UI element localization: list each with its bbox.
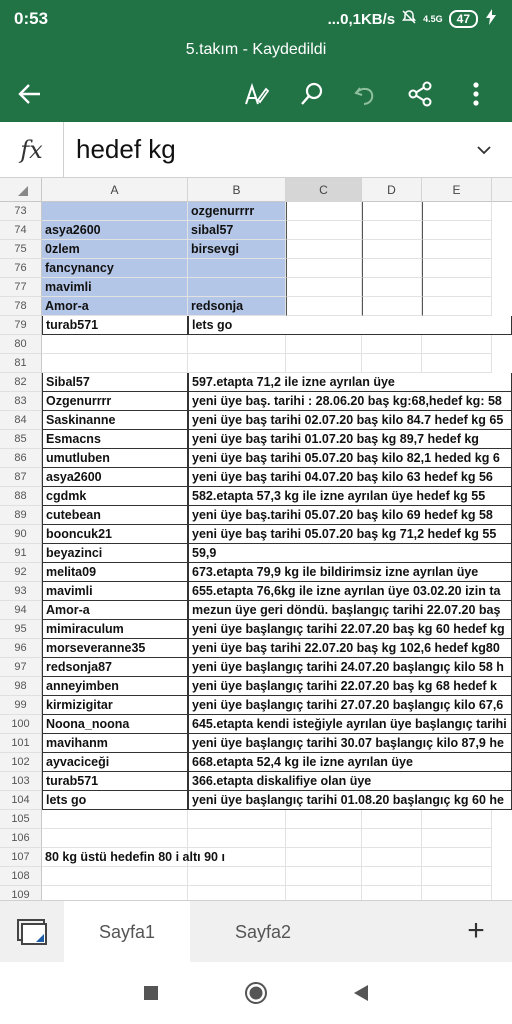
cell-b[interactable]: mezun üye geri döndü. başlangıç tarihi 22.07.20 baş [188, 601, 512, 620]
row-header[interactable]: 85 [0, 430, 42, 449]
cell-b[interactable] [188, 354, 286, 373]
cell-a[interactable]: Ozgenurrrr [42, 392, 188, 411]
cell-e[interactable] [422, 886, 492, 900]
cell-a[interactable]: mavimli [42, 278, 188, 297]
cell-c[interactable] [286, 848, 362, 867]
row-header[interactable]: 91 [0, 544, 42, 563]
cell-a[interactable]: Amor-a [42, 601, 188, 620]
cell-a[interactable]: Saskinanne [42, 411, 188, 430]
back-icon[interactable] [346, 978, 376, 1008]
table-row [0, 259, 512, 278]
table-row [0, 335, 512, 354]
table-row [0, 354, 512, 373]
table-row [0, 696, 512, 715]
cell-a[interactable] [42, 886, 188, 900]
cell-c[interactable] [286, 297, 362, 316]
row-header[interactable]: 78 [0, 297, 42, 316]
table-row [0, 639, 512, 658]
cell-a[interactable] [42, 202, 188, 221]
row-header[interactable]: 108 [0, 867, 42, 886]
search-icon[interactable] [292, 74, 332, 114]
table-row [0, 867, 512, 886]
table-row [0, 791, 512, 810]
cell-c[interactable] [286, 810, 362, 829]
cell-c[interactable] [286, 240, 362, 259]
sheet-tabs-bar [0, 900, 512, 962]
cell-e[interactable] [422, 202, 492, 221]
cell-a[interactable] [42, 867, 188, 886]
cell-b[interactable]: ozgenurrrr [188, 202, 286, 221]
cell-a[interactable]: beyazinci [42, 544, 188, 563]
row-header[interactable]: 88 [0, 487, 42, 506]
table-row [0, 620, 512, 639]
table-row [0, 715, 512, 734]
table-row [0, 392, 512, 411]
cell-c[interactable] [286, 886, 362, 900]
cell-d[interactable] [362, 886, 422, 900]
cell-b[interactable]: yeni üye başlangıç tarihi 30.07 başlangıç kilo 87,9 he [188, 734, 512, 753]
cell-c[interactable] [286, 354, 362, 373]
cell-b[interactable]: redsonja [188, 297, 286, 316]
formula-input[interactable]: hedef kg [76, 134, 176, 164]
cell-b[interactable]: 668.etapta 52,4 kg ile izne ayrılan üye [188, 753, 512, 772]
status-time: 0:53 [14, 9, 49, 28]
cell-d[interactable] [362, 335, 422, 354]
undo-icon[interactable] [346, 74, 386, 114]
cell-e[interactable] [422, 848, 492, 867]
cell-b[interactable]: yeni üye başlangıç tarihi 22.07.20 baş kg 68 hedef k [188, 677, 512, 696]
cell-c[interactable] [286, 829, 362, 848]
row-header[interactable]: 109 [0, 886, 42, 900]
signal-icon: 4.5G [423, 14, 443, 24]
select-all-corner[interactable] [0, 178, 42, 202]
cell-b[interactable]: 673.etapta 79,9 kg ile bildirimsiz izne ayrılan üye [188, 563, 512, 582]
table-row [0, 582, 512, 601]
table-row [0, 449, 512, 468]
cell-a[interactable]: turab571 [42, 772, 188, 791]
cell-b[interactable]: 655.etapta 76,6kg ile izne ayrılan üye 03.02.20 izin ta [188, 582, 512, 601]
table-row [0, 658, 512, 677]
cell-a[interactable]: Amor-a [42, 297, 188, 316]
cell-b[interactable]: yeni üye baş tarihi 02.07.20 baş kilo 84.7 hedef kg 65 [188, 411, 512, 430]
table-row [0, 829, 512, 848]
table-row [0, 278, 512, 297]
recents-icon[interactable] [136, 978, 166, 1008]
cell-a[interactable]: asya2600 [42, 221, 188, 240]
cell-a[interactable] [42, 810, 188, 829]
cell-a[interactable]: turab571 [42, 316, 188, 335]
cell-a[interactable]: kirmizigitar [42, 696, 188, 715]
back-arrow-icon[interactable] [10, 74, 50, 114]
mute-icon [401, 9, 417, 29]
cell-b[interactable] [188, 259, 286, 278]
cell-c[interactable] [286, 278, 362, 297]
cell-b[interactable]: 645.etapta kendi isteğiyle ayrılan üye başlangıç tarihi [188, 715, 512, 734]
sheets-list-icon[interactable] [8, 911, 56, 953]
cell-a[interactable]: 80 kg üstü hedefin 80 i altı 90 ı [42, 848, 188, 867]
column-header-d[interactable]: D [362, 178, 422, 202]
cell-a[interactable] [42, 829, 188, 848]
cell-a[interactable]: 0zlem [42, 240, 188, 259]
row-header[interactable]: 84 [0, 411, 42, 430]
cell-b[interactable]: yeni üye baş.tarihi 05.07.20 baş kilo 69 hedef kg 58 [188, 506, 512, 525]
cell-b[interactable]: 366.etapta diskalifiye olan üye [188, 772, 512, 791]
cell-a[interactable]: mavihanm [42, 734, 188, 753]
cell-d[interactable] [362, 848, 422, 867]
cell-d[interactable] [362, 259, 422, 278]
cell-a[interactable]: mimiraculum [42, 620, 188, 639]
column-header-e[interactable]: E [422, 178, 492, 202]
chevron-down-icon[interactable] [470, 136, 498, 164]
row-header[interactable]: 83 [0, 392, 42, 411]
cell-b[interactable] [188, 278, 286, 297]
cell-a[interactable]: Noona_noona [42, 715, 188, 734]
table-row [0, 563, 512, 582]
table-row [0, 316, 512, 335]
column-header-a[interactable]: A [42, 178, 188, 202]
cell-b[interactable]: yeni üye baş tarihi 05.07.20 baş kilo 82,1 heded kg 6 [188, 449, 512, 468]
toolbar [0, 66, 512, 122]
cell-d[interactable] [362, 221, 422, 240]
table-row [0, 677, 512, 696]
table-row [0, 772, 512, 791]
cell-d[interactable] [362, 829, 422, 848]
cell-e[interactable] [422, 335, 492, 354]
cell-d[interactable] [362, 297, 422, 316]
row-header[interactable]: 93 [0, 582, 42, 601]
table-row [0, 506, 512, 525]
table-row [0, 886, 512, 900]
cell-a[interactable]: lets go [42, 791, 188, 810]
cell-d[interactable] [362, 867, 422, 886]
fx-icon[interactable]: fx [0, 122, 64, 178]
cell-a[interactable] [42, 335, 188, 354]
cell-a[interactable]: asya2600 [42, 468, 188, 487]
table-row [0, 525, 512, 544]
formula-bar [0, 122, 512, 178]
cell-b[interactable]: yeni üye baş tarihi 04.07.20 baş kilo 63 hedef kg 56 [188, 468, 512, 487]
row-header[interactable]: 98 [0, 677, 42, 696]
row-header[interactable]: 77 [0, 278, 42, 297]
cell-d[interactable] [362, 810, 422, 829]
cell-b[interactable] [188, 829, 286, 848]
table-row [0, 544, 512, 563]
row-header[interactable]: 94 [0, 601, 42, 620]
row-header[interactable]: 97 [0, 658, 42, 677]
row-header[interactable]: 73 [0, 202, 42, 221]
row-header[interactable]: 92 [0, 563, 42, 582]
cell-e[interactable] [422, 297, 492, 316]
tab-sayfa1[interactable]: Sayfa1 [64, 901, 190, 963]
home-icon[interactable] [241, 978, 271, 1008]
android-nav-bar [0, 962, 512, 1024]
row-header[interactable]: 99 [0, 696, 42, 715]
table-row [0, 221, 512, 240]
cell-a[interactable] [42, 354, 188, 373]
cell-e[interactable] [422, 810, 492, 829]
cell-a[interactable]: Esmacns [42, 430, 188, 449]
cell-b[interactable]: yeni üye başlangıç tarihi 01.08.20 başlangıç kg 60 he [188, 791, 512, 810]
row-header[interactable]: 75 [0, 240, 42, 259]
cell-b[interactable]: sibal57 [188, 221, 286, 240]
table-row [0, 753, 512, 772]
cell-c[interactable] [286, 867, 362, 886]
row-header[interactable]: 106 [0, 829, 42, 848]
cell-c[interactable] [286, 259, 362, 278]
cell-d[interactable] [362, 278, 422, 297]
cell-e[interactable] [422, 354, 492, 373]
row-header[interactable]: 101 [0, 734, 42, 753]
row-header[interactable]: 74 [0, 221, 42, 240]
row-header[interactable]: 100 [0, 715, 42, 734]
row-header[interactable]: 104 [0, 791, 42, 810]
row-header[interactable]: 107 [0, 848, 42, 867]
table-row [0, 240, 512, 259]
table-row [0, 734, 512, 753]
cell-a[interactable]: morseveranne35 [42, 639, 188, 658]
cell-b[interactable] [188, 867, 286, 886]
cell-a[interactable]: mavimli [42, 582, 188, 601]
cell-b[interactable]: lets go [188, 316, 512, 335]
cell-a[interactable]: redsonja87 [42, 658, 188, 677]
share-icon[interactable] [400, 74, 440, 114]
cell-b[interactable]: 597.etapta 71,2 ile izne ayrılan üye [188, 373, 512, 392]
row-header[interactable]: 90 [0, 525, 42, 544]
cell-a[interactable]: Sibal57 [42, 373, 188, 392]
column-headers [0, 178, 512, 202]
cell-d[interactable] [362, 354, 422, 373]
row-header[interactable]: 86 [0, 449, 42, 468]
cell-c[interactable] [286, 221, 362, 240]
rows [0, 202, 512, 900]
row-header[interactable]: 76 [0, 259, 42, 278]
cell-b[interactable]: yeni üye başlangıç tarihi 24.07.20 başlangıç kilo 58 h [188, 658, 512, 677]
cell-a[interactable]: anneyimben [42, 677, 188, 696]
row-header[interactable]: 82 [0, 373, 42, 392]
cell-e[interactable] [422, 240, 492, 259]
network-speed: ...0,1KB/s [327, 10, 396, 28]
cell-b[interactable] [188, 810, 286, 829]
cell-d[interactable] [362, 202, 422, 221]
row-header[interactable]: 87 [0, 468, 42, 487]
cell-c[interactable] [286, 202, 362, 221]
cell-b[interactable]: yeni üye başlangıç tarihi 27.07.20 başlangıç kilo 67,6 [188, 696, 512, 715]
table-row [0, 468, 512, 487]
cell-b[interactable] [188, 886, 286, 900]
status-bar [0, 0, 512, 38]
row-header[interactable]: 80 [0, 335, 42, 354]
cell-b[interactable]: 582.etapta 57,3 kg ile izne ayrılan üye hedef kg 55 [188, 487, 512, 506]
cell-e[interactable] [422, 259, 492, 278]
cell-b[interactable]: yeni üye baş tarihi 05.07.20 baş kg 71,2 hedef kg 55 [188, 525, 512, 544]
charging-icon [484, 9, 498, 29]
cell-a[interactable]: melita09 [42, 563, 188, 582]
cell-e[interactable] [422, 221, 492, 240]
cell-b[interactable]: birsevgi [188, 240, 286, 259]
cell-c[interactable] [286, 335, 362, 354]
cell-a[interactable]: fancynancy [42, 259, 188, 278]
pen-icon[interactable] [236, 74, 276, 114]
document-title: 5.takım - Kaydedildi [0, 38, 512, 66]
row-header[interactable]: 95 [0, 620, 42, 639]
battery-icon: 47 [449, 10, 478, 28]
table-row [0, 487, 512, 506]
table-row [0, 411, 512, 430]
cell-a[interactable]: umutluben [42, 449, 188, 468]
cell-e[interactable] [422, 867, 492, 886]
cell-e[interactable] [422, 278, 492, 297]
table-row [0, 373, 512, 392]
add-sheet-button[interactable]: + [467, 914, 485, 947]
cell-b[interactable]: yeni üye başlangıç tarihi 22.07.20 baş kg 60 hedef kg [188, 620, 512, 639]
row-header[interactable]: 103 [0, 772, 42, 791]
row-header[interactable]: 105 [0, 810, 42, 829]
row-header[interactable]: 102 [0, 753, 42, 772]
cell-b[interactable]: yeni üye baş tarihi 22.07.20 baş kg 102,6 hedef kg80 [188, 639, 512, 658]
cell-a[interactable]: ayvaciceği [42, 753, 188, 772]
spreadsheet-grid[interactable] [0, 178, 512, 900]
table-row [0, 601, 512, 620]
row-header[interactable]: 89 [0, 506, 42, 525]
row-header[interactable]: 81 [0, 354, 42, 373]
tab-sayfa2[interactable]: Sayfa2 [234, 922, 292, 942]
column-header-b[interactable]: B [188, 178, 286, 202]
cell-e[interactable] [422, 829, 492, 848]
table-row [0, 202, 512, 221]
table-row [0, 848, 512, 867]
more-icon[interactable] [456, 74, 496, 114]
cell-b[interactable] [188, 335, 286, 354]
table-row [0, 430, 512, 449]
cell-a[interactable]: cgdmk [42, 487, 188, 506]
row-header[interactable]: 79 [0, 316, 42, 335]
cell-a[interactable]: booncuk21 [42, 525, 188, 544]
column-header-c[interactable]: C [286, 178, 362, 202]
cell-b[interactable]: yeni üye baş tarihi 01.07.20 baş kg 89,7 hedef kg [188, 430, 512, 449]
cell-b[interactable]: yeni üye baş. tarihi : 28.06.20 baş kg:68,hedef kg: 58 [188, 392, 512, 411]
row-header[interactable]: 96 [0, 639, 42, 658]
table-row [0, 297, 512, 316]
cell-b[interactable]: 59,9 [188, 544, 512, 563]
table-row [0, 810, 512, 829]
cell-d[interactable] [362, 240, 422, 259]
cell-a[interactable]: cutebean [42, 506, 188, 525]
